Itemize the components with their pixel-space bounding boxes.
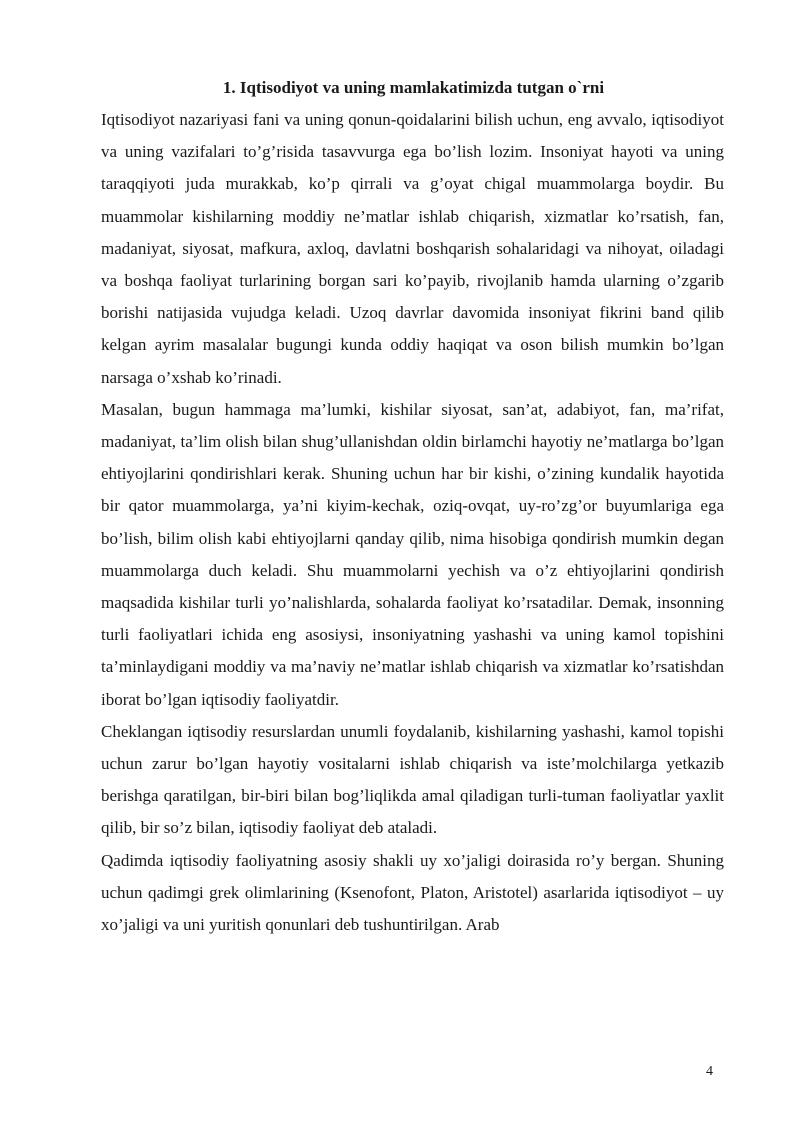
page-number: 4 xyxy=(706,1064,713,1079)
paragraph-4: Qadimda iqtisodiy faoliyatning asosiy shakli uy xo’jaligi doirasida ro’y bergan. Shuning uchun qadimgi grek olimlarining (Ksenofont, Platon, Aristotel) asarlarida iqtisodiyot – uy xo’jaligi va uni yuritish qonunlari deb tushuntirilgan. Arab xyxy=(101,850,724,935)
section-heading: 1. Iqtisodiyot va uning mamlakatimizda tutgan o`rni xyxy=(222,78,605,97)
paragraph-3: Cheklangan iqtisodiy resurslardan unumli foydalanib, kishilarning yashashi, kamol topishi uchun zarur bo’lgan hayotiy vositalarni ishlab chiqarish va iste’molchilarga yetkazib berishga qaratilgan, bir-biri bilan bog’liqlikda amal qiladigan turli-tuman faoliyatlar yaxlit qilib, bir so’z bilan, iqtisodiy faoliyat deb ataladi. xyxy=(101,721,724,838)
paragraph-2: Masalan, bugun hammaga ma’lumki, kishilar siyosat, san’at, adabiyot, fan, ma’rifat, madaniyat, ta’lim olish bilan shug’ullanishdan oldin birlamchi hayotiy ne’matlarga bo’lgan ehtiyojlarini qondirishlari kerak. Shuning uchun har bir kishi, o’zining kundalik hayotida bir qator muammolarga, ya’ni kiyim-kechak, oziq-ovqat, uy-ro’zg’or buyumlariga ega bo’lish, bilim olish kabi ehtiyojlarni qanday qilib, nima hisobiga qondirish mumkin degan muammolarga duch keladi. Shu muammolarni yechish va o’z ehtiyojlarini qondirish maqsadida kishilar turli yo’nalishlarda, sohalarda faoliyat ko’rsatadilar. Demak, insonning turli faoliyatlari ichida eng asosiysi, insoniyatning yashashi va uning kamol topishini ta’minlaydigani moddiy va ma’naviy ne’matlar ishlab chiqarish va xizmatlar ko’rsatishdan iborat bo’lgan iqtisodiy faoliyatdir. xyxy=(101,399,724,709)
paragraph-1: Iqtisodiyot nazariyasi fani va uning qonun-qoidalarini bilish uchun, eng avvalo, iqtisodiyot va uning vazifalari to’g’risida tasavvurga ega bo’lish lozim. Insoniyat hayoti va uning taraqqiyoti juda murakkab, ko’p qirrali va g’oyat chigal muammolarga boydir. Bu muammolar kishilarning moddiy ne’matlar ishlab chiqarish, xizmatlar ko’rsatish, fan, madaniyat, siyosat, mafkura, axloq, davlatni boshqarish sohalaridagi va nihoyat, oiladagi va boshqa faoliyat turlarining borgan sari ko’payib, rivojlanib hamda ularning o’zgarib borishi natijasida vujudga keladi. Uzoq davrlar davomida insoniyat fikrini band qilib kelgan ayrim masalalar bugungi kunda oddiy haqiqat va oson bilish mumkin bo’lgan narsaga o’xshab ko’rinadi. xyxy=(101,110,724,387)
document-page xyxy=(101,72,724,941)
